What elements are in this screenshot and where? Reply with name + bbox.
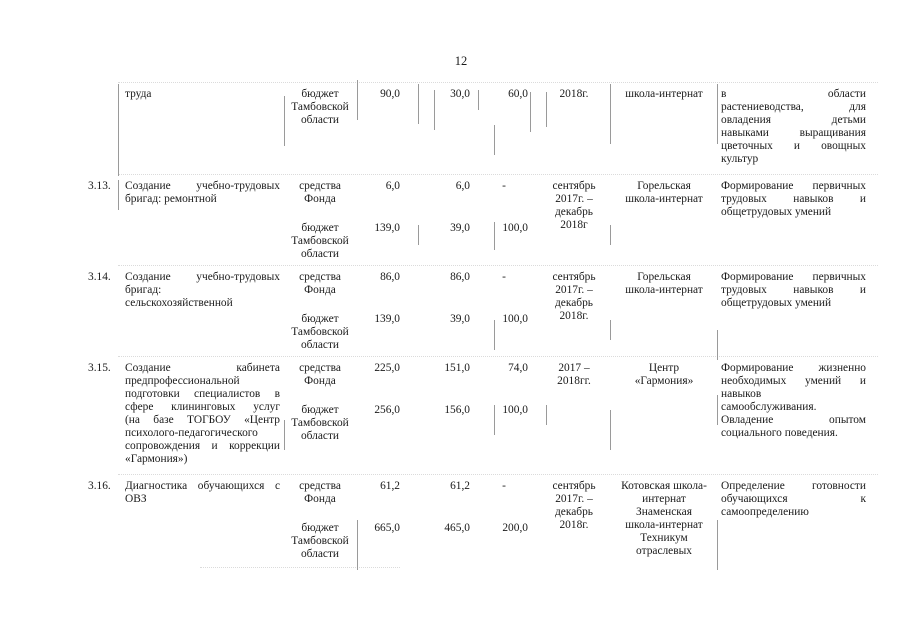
period: сентябрь (552, 271, 596, 283)
amount-2017: 156,0 (444, 404, 470, 416)
activity-name: Создание учебно-трудовых (125, 180, 280, 192)
total-amount: 665,0 (374, 522, 400, 534)
row-number: 3.16. (88, 480, 111, 492)
expected-result: трудовых навыков и (721, 193, 866, 205)
table-rule (418, 225, 419, 245)
row-separator (118, 265, 878, 267)
row-separator (118, 174, 878, 176)
table-rule (610, 320, 611, 340)
funding-source: средства (299, 362, 341, 374)
period: 2017г. – (555, 493, 593, 505)
activity-name: сфере клининговых услуг (125, 401, 280, 413)
activity-name: сопровождения и коррекции (125, 440, 280, 452)
executor: Котовская школа- (621, 480, 707, 492)
funding-source: Тамбовской (291, 417, 349, 429)
activity-name: Создание кабинета (125, 362, 280, 374)
period: 2018г. (559, 310, 589, 322)
funding-source: Тамбовской (291, 326, 349, 338)
table-rule (530, 92, 531, 132)
expected-result: трудовых навыков и (721, 284, 866, 296)
expected-result: обучающихся к (721, 493, 866, 505)
activity-name: Диагностика обучающихся с (125, 480, 280, 492)
executor: интернат (642, 493, 686, 505)
table-rule (717, 520, 718, 570)
funding-source: бюджет (301, 222, 339, 234)
amount-2018: 100,0 (502, 404, 528, 416)
total-amount: 139,0 (374, 313, 400, 325)
table-rule (717, 84, 718, 144)
expected-result: общетрудовых умений (721, 297, 832, 309)
funding-source: Тамбовской (291, 535, 349, 547)
period: сентябрь (552, 180, 596, 192)
expected-result: Формирование первичных (721, 180, 866, 192)
executor: Центр (648, 362, 680, 374)
period: 2018гг. (557, 375, 591, 387)
executor: школа-интернат (625, 519, 703, 531)
activity-name: бригад: (125, 284, 162, 296)
expected-result: навыками выращивания (721, 127, 866, 139)
table-rule (494, 125, 495, 155)
period: 2017 – (558, 362, 590, 374)
amount-2017: 30,0 (450, 88, 470, 100)
funding-source: Фонда (304, 193, 336, 205)
amount-2017: 151,0 (444, 362, 470, 374)
activity-name: подготовки специалистов в (125, 388, 280, 400)
table-rule (357, 80, 358, 120)
period: 2018г. (559, 88, 589, 100)
executor: Горельская (637, 271, 691, 283)
period: 2018г. (559, 519, 589, 531)
table-rule (284, 96, 285, 146)
table-rule (478, 90, 479, 110)
funding-source: бюджет (301, 313, 339, 325)
funding-source: области (300, 430, 340, 442)
amount-2017: 465,0 (444, 522, 470, 534)
table-rule (434, 90, 435, 130)
funding-source: бюджет (301, 522, 339, 534)
row-number: 3.13. (88, 180, 111, 192)
executor: школа-интернат (625, 88, 703, 100)
expected-result: Овладение опытом (721, 414, 866, 426)
activity-name: «Гармония») (125, 453, 188, 465)
funding-source: Тамбовской (291, 101, 349, 113)
total-amount: 6,0 (385, 180, 400, 192)
table-rule (494, 405, 495, 435)
table-rule (546, 405, 547, 425)
row-number: 3.15. (88, 362, 111, 374)
executor: школа-интернат (625, 284, 703, 296)
amount-2018: 60,0 (508, 88, 528, 100)
funding-source: области (300, 248, 340, 260)
period: декабрь (555, 506, 593, 518)
amount-2018: 74,0 (508, 362, 528, 374)
table-rule (546, 92, 547, 127)
activity-name: сельскохозяйственной (125, 297, 233, 309)
amount-2018: - (502, 271, 506, 283)
table-rule (418, 84, 419, 124)
activity-name: (на базе ТОГБОУ «Центр (125, 414, 280, 426)
table-rule (610, 410, 611, 450)
executor: «Гармония» (634, 375, 694, 387)
funding-source: Фонда (304, 284, 336, 296)
expected-result: культур (721, 153, 759, 165)
table-rule (284, 420, 285, 450)
activity-name: труда (125, 88, 152, 100)
row-separator (118, 356, 878, 358)
activity-name: психолого-педагогического (125, 427, 258, 439)
expected-result: в области (721, 88, 866, 100)
expected-result: самообслуживания. (721, 401, 817, 413)
table-rule (118, 84, 119, 176)
amount-2017: 86,0 (450, 271, 470, 283)
period: 2017г. – (555, 193, 593, 205)
expected-result: Определение готовности (721, 480, 866, 492)
row-number: 3.14. (88, 271, 111, 283)
period: 2018г (560, 219, 588, 231)
activity-name: Создание учебно-трудовых (125, 271, 280, 283)
funding-source: области (300, 114, 340, 126)
table-rule (494, 320, 495, 350)
amount-2017: 39,0 (450, 222, 470, 234)
activity-name: предпрофессиональной (125, 375, 240, 387)
expected-result: Формирование первичных (721, 271, 866, 283)
funding-source: бюджет (301, 88, 339, 100)
activity-name: бригад: ремонтной (125, 193, 217, 205)
total-amount: 86,0 (380, 271, 400, 283)
page-number: 12 (454, 54, 468, 68)
amount-2018: - (502, 180, 506, 192)
expected-result: навыков (721, 388, 762, 400)
table-rule (118, 180, 119, 210)
period: сентябрь (552, 480, 596, 492)
activity-name: ОВЗ (125, 493, 147, 505)
funding-source: средства (299, 180, 341, 192)
funding-source: области (300, 548, 340, 560)
total-amount: 90,0 (380, 88, 400, 100)
funding-source: средства (299, 271, 341, 283)
executor: Техникум (640, 532, 688, 544)
expected-result: социального поведения. (721, 427, 838, 439)
amount-2018: 100,0 (502, 313, 528, 325)
amount-2018: 100,0 (502, 222, 528, 234)
total-amount: 225,0 (374, 362, 400, 374)
table-rule (610, 225, 611, 245)
amount-2017: 61,2 (450, 480, 470, 492)
table-rule (357, 520, 358, 570)
row-separator (200, 567, 400, 569)
total-amount: 61,2 (380, 480, 400, 492)
table-rule (494, 222, 495, 250)
total-amount: 256,0 (374, 404, 400, 416)
funding-source: Фонда (304, 375, 336, 387)
period: 2017г. – (555, 284, 593, 296)
executor: отраслевых (636, 545, 692, 557)
row-separator (118, 474, 878, 476)
expected-result: самоопределению (721, 506, 809, 518)
amount-2017: 39,0 (450, 313, 470, 325)
funding-source: бюджет (301, 404, 339, 416)
expected-result: необходимых умений и (721, 375, 866, 387)
expected-result: растениеводства, для (721, 101, 866, 113)
funding-source: средства (299, 480, 341, 492)
amount-2017: 6,0 (455, 180, 470, 192)
expected-result: овладения детьми (721, 114, 866, 126)
executor: Знаменская (636, 506, 692, 518)
table-rule (610, 84, 611, 144)
funding-source: Тамбовской (291, 235, 349, 247)
period: декабрь (555, 206, 593, 218)
expected-result: цветочных и овощных (721, 140, 866, 152)
amount-2018: - (502, 480, 506, 492)
row-separator (118, 82, 878, 84)
period: декабрь (555, 297, 593, 309)
total-amount: 139,0 (374, 222, 400, 234)
executor: Горельская (637, 180, 691, 192)
executor: школа-интернат (625, 193, 703, 205)
expected-result: Формирование жизненно (721, 362, 866, 374)
table-rule (717, 395, 718, 425)
funding-source: Фонда (304, 493, 336, 505)
funding-source: области (300, 339, 340, 351)
expected-result: общетрудовых умений (721, 206, 832, 218)
amount-2018: 200,0 (502, 522, 528, 534)
